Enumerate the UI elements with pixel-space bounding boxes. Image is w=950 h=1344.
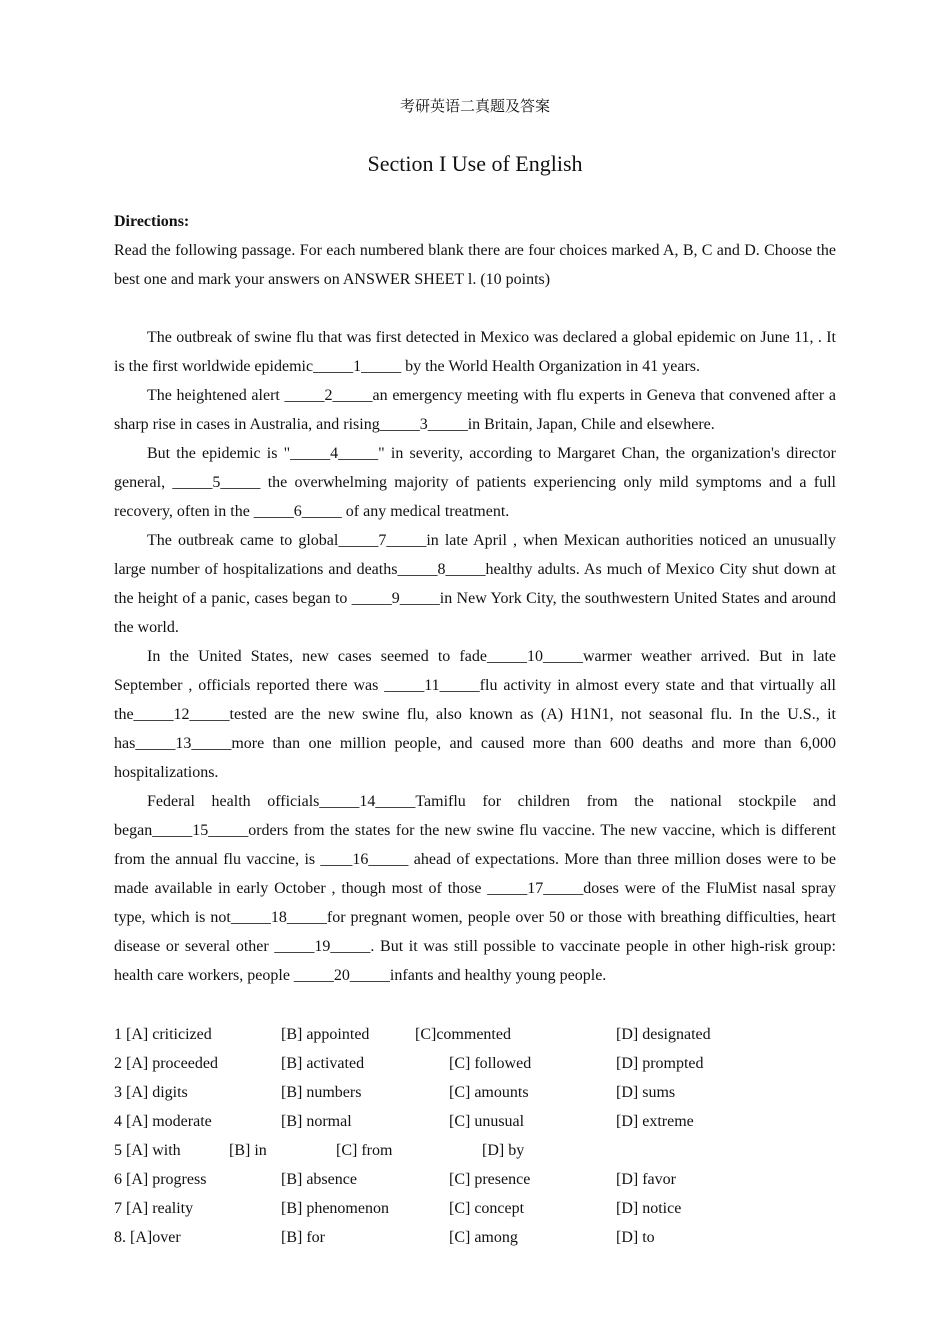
option-row-3	[114, 1078, 836, 1107]
passage-paragraph: The outbreak of swine flu that was first detected in Mexico was declared a global epidemic on June 11, . It is the first worldwide epidemic_____1_____ by the World Health Organization in 41 years.	[114, 329, 836, 375]
option-c: [C] from	[336, 1142, 393, 1159]
option-c: [C] presence	[449, 1171, 531, 1188]
directions	[114, 207, 836, 294]
document-title: 考研英语二真题及答案	[399, 97, 550, 115]
option-b: [B] normal	[281, 1113, 352, 1130]
option-a: 3 [A] digits	[114, 1084, 188, 1101]
option-a: 4 [A] moderate	[114, 1113, 212, 1130]
option-c: [C]commented	[415, 1026, 511, 1043]
option-d: [D] prompted	[616, 1055, 704, 1072]
option-d: [D] to	[616, 1229, 655, 1246]
option-row-2	[114, 1049, 836, 1078]
option-d: [D] notice	[616, 1200, 682, 1217]
option-row-4	[114, 1107, 836, 1136]
option-c: [C] concept	[449, 1200, 525, 1217]
option-b: [B] phenomenon	[281, 1200, 389, 1217]
option-a: 7 [A] reality	[114, 1200, 194, 1217]
option-d: [D] extreme	[616, 1113, 694, 1130]
passage-paragraph: Federal health officials_____14_____Tamiflu for children from the national stockpile and began_____15_____orders from the states for the new swine flu vaccine. The new vaccine, which is different from the annual flu vaccine, is ____16_____ ahead of expectations. More than three million doses were to be made available in early October , though most of those _____17_____doses were of the FluMist nasal spray type, which is not_____18_____for pregnant women, people over 50 or those with breathing difficulties, heart disease or several other _____19_____. But it was still possible to vaccinate people in other high-risk group: health care workers, people _____20_____infants and healthy young people.	[114, 793, 836, 984]
option-row-1	[114, 1020, 836, 1049]
option-c: [C] unusual	[449, 1113, 525, 1130]
option-row-6	[114, 1165, 836, 1194]
option-d: [D] designated	[616, 1026, 711, 1043]
passage-paragraph: But the epidemic is "_____4_____" in severity, according to Margaret Chan, the organization's director general, _____5_____ the overwhelming majority of patients experiencing only mild symptoms and a full recovery, often in the _____6_____ of any medical treatment.	[114, 445, 836, 520]
passage-paragraph: In the United States, new cases seemed to fade_____10_____warmer weather arrived. But in late September , officials reported there was _____11_____flu activity in almost every state and that virtually all the_____12_____tested are the new swine flu, also known as (A) H1N1, not seasonal flu. In the U.S., it has_____13_____more than one million people, and caused more than 600 deaths and more than 6,000 hospitalizations.	[114, 648, 836, 781]
option-b: [B] appointed	[281, 1026, 370, 1043]
option-row-7	[114, 1194, 836, 1223]
option-c: [C] followed	[449, 1055, 532, 1072]
option-b: [B] in	[229, 1142, 267, 1159]
option-row-8	[114, 1223, 836, 1252]
option-d: [D] favor	[616, 1171, 676, 1188]
option-b: [B] activated	[281, 1055, 365, 1072]
directions-label: Directions:	[114, 213, 190, 230]
option-c: [C] among	[449, 1229, 518, 1246]
option-a: 8. [A]over	[114, 1229, 181, 1246]
option-row-5	[114, 1136, 836, 1165]
section-title: Section I Use of English	[367, 151, 583, 176]
option-b: [B] numbers	[281, 1084, 362, 1101]
option-a: 1 [A] criticized	[114, 1026, 212, 1043]
option-b: [B] for	[281, 1229, 325, 1246]
passage	[114, 323, 836, 990]
passage-paragraph: The outbreak came to global_____7_____in late April , when Mexican authorities noticed an unusually large number of hospitalizations and deaths_____8_____healthy adults. As much of Mexico City shut down at the height of a panic, cases began to _____9_____in New York City, the southwestern United States and around the world.	[114, 532, 836, 636]
option-b: [B] absence	[281, 1171, 357, 1188]
option-a: 5 [A] with	[114, 1142, 181, 1159]
option-d: [D] sums	[616, 1084, 676, 1101]
passage-paragraph: The heightened alert _____2_____an emergency meeting with flu experts in Geneva that convened after a sharp rise in cases in Australia, and rising_____3_____in Britain, Japan, Chile and elsewhere.	[114, 387, 836, 433]
option-a: 2 [A] proceeded	[114, 1055, 218, 1072]
option-d: [D] by	[482, 1142, 525, 1159]
option-c: [C] amounts	[449, 1084, 529, 1101]
option-a: 6 [A] progress	[114, 1171, 207, 1188]
answer-options	[114, 1020, 836, 1252]
directions-text: Read the following passage. For each numbered blank there are four choices marked A, B, C and D. Choose the best one and mark your answers on ANSWER SHEET l. (10 points)	[114, 242, 836, 288]
